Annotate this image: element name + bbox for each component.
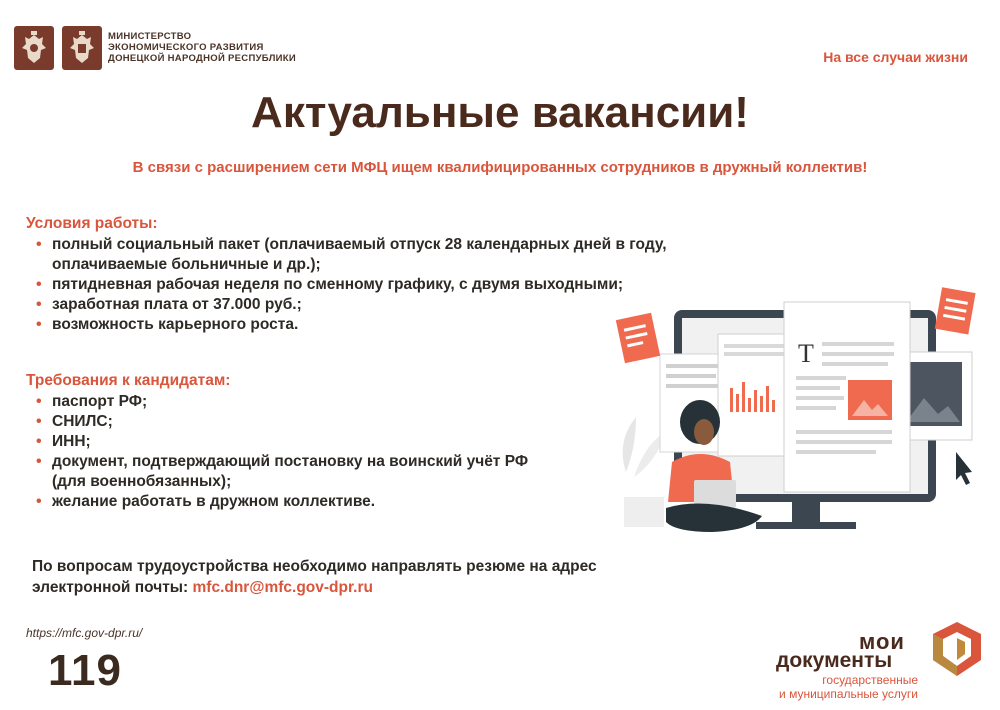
list-item: • паспорт РФ; (26, 392, 596, 412)
list-item-continuation: (для военнобязанных); (52, 473, 232, 490)
brand-line-gos: государственные (822, 673, 918, 687)
list-item-continuation: оплачиваемые больничные и др.); (52, 256, 321, 273)
list-item: • заработная плата от 37.000 руб.; (26, 295, 826, 315)
page-title: Актуальные вакансии! (251, 88, 749, 137)
page-number: 119 (48, 646, 122, 695)
list-item: • ИНН; (26, 432, 596, 452)
list-item (26, 235, 826, 275)
list-item-text: полный социальный пакет (оплачиваемый отпуск 28 календарных дней в году, (52, 236, 667, 253)
ministry-line: МИНИСТЕРСТВО (108, 31, 192, 42)
svg-text:T: T (798, 339, 814, 368)
moi-dokumenty-logo-icon (928, 618, 986, 680)
requirements-list (26, 392, 596, 512)
site-url[interactable]: https://mfc.gov-dpr.ru/ (26, 626, 143, 640)
slogan: На все случаи жизни (823, 49, 968, 65)
list-item (26, 452, 596, 492)
list-item: • желание работать в дружном коллективе. (26, 492, 596, 512)
coat-of-arms-icon (62, 26, 102, 70)
contact-line (32, 577, 597, 598)
monitor-illustration (606, 282, 996, 552)
requirements-title: Требования к кандидатам: (26, 372, 231, 389)
brand-line-mun: и муниципальные услуги (779, 687, 918, 701)
coat-of-arms-icon (14, 26, 54, 70)
list-item: • возможность карьерного роста. (26, 315, 826, 335)
contact-info (32, 556, 597, 598)
list-item-text: документ, подтверждающий постановку на воинский учёт РФ (52, 453, 529, 470)
list-item: • пятидневная рабочая неделя по сменному графику, с двумя выходными; (26, 275, 826, 295)
list-item: • СНИЛС; (26, 412, 596, 432)
contact-line: По вопросам трудоустройства необходимо направлять резюме на адрес (32, 558, 597, 575)
ministry-line: ЭКОНОМИЧЕСКОГО РАЗВИТИЯ (108, 42, 264, 53)
ministry-name (108, 31, 296, 64)
page-subtitle: В связи с расширением сети МФЦ ищем квалифицированных сотрудников в дружный коллектив! (132, 159, 868, 176)
email-link[interactable]: mfc.dnr@mfc.gov-dpr.ru (192, 579, 373, 596)
conditions-title: Условия работы: (26, 215, 158, 232)
brand-word-moi: мои (859, 629, 905, 654)
ministry-line: ДОНЕЦКОЙ НАРОДНОЙ РЕСПУБЛИКИ (108, 53, 297, 64)
brand-word-documents: документы (776, 649, 893, 672)
contact-prefix: электронной почты: (32, 579, 193, 596)
